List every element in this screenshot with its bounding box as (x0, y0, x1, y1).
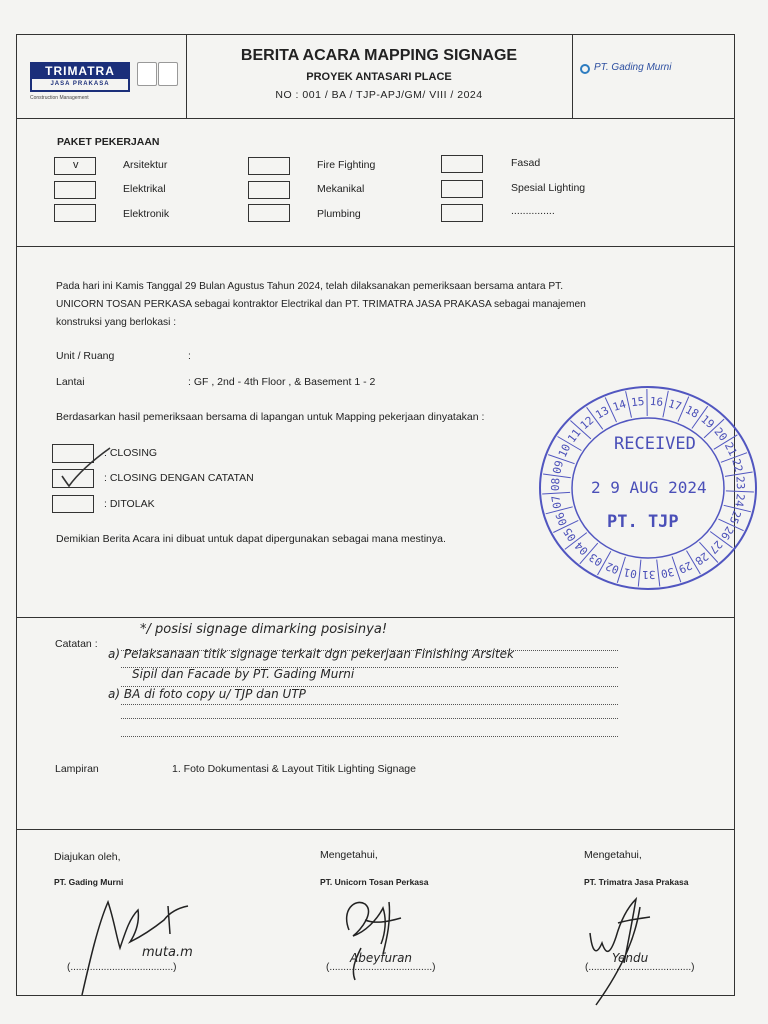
check-mark: v (73, 159, 79, 171)
stamp-ring-number: 21 (721, 440, 740, 458)
paket-label-elektronik: Elektronik (123, 208, 170, 220)
catatan-line (121, 704, 618, 705)
checkbox-elektronik[interactable] (54, 204, 96, 222)
option-ditolak-label: : DITOLAK (104, 498, 155, 510)
catatan-handwritten-line-1: */ posisi signage dimarking posisinya! (140, 622, 388, 637)
body-paragraph-line-2: UNICORN TOSAN PERKASA sebagai kontraktor Electrikal dan PT. TRIMATRA JASA PRAKASA sebagai manajemen (56, 299, 586, 310)
stamp-received-word: RECEIVED (614, 434, 696, 454)
stamp-ring-number: 15 (630, 394, 646, 410)
paket-label-fire-fighting: Fire Fighting (317, 159, 376, 171)
trimatra-tagline: Construction Management (30, 95, 89, 101)
paket-label-plumbing: Plumbing (317, 208, 361, 220)
body-paragraph-line-3: konstruksi yang berlokasi : (56, 317, 177, 328)
stamp-ring-number: 27 (706, 537, 725, 557)
stamp-ring-number: 12 (577, 413, 597, 433)
stamp-ring-number: 23 (733, 475, 748, 490)
unit-label: Unit / Ruang (56, 350, 115, 362)
catatan-handwritten-line-3: Sipil dan Facade by PT. Gading Murni (132, 667, 355, 681)
checkbox-mekanikal[interactable] (248, 181, 290, 199)
lantai-value: : GF , 2nd - 4th Floor , & Basement 1 - 2 (188, 376, 376, 388)
stamp-ring-number: 13 (593, 403, 612, 422)
trimatra-logo-brand: TRIMATRA (32, 64, 128, 79)
stamp-company: PT. TJP (607, 512, 679, 532)
stamp-ring-number: 09 (550, 459, 567, 476)
signature-2-name: Abeyfuran (350, 951, 413, 965)
handwritten-check-icon (52, 440, 122, 492)
catatan-line (121, 736, 618, 737)
stamp-ring-separator (726, 491, 754, 492)
unit-colon: : (188, 350, 191, 362)
stamp-ring-number: 08 (548, 477, 563, 492)
signature-divider (16, 829, 735, 830)
signature-3-blank: (.....................................) (585, 962, 695, 973)
stamp-ring-number: 10 (555, 441, 574, 460)
checkbox-plumbing[interactable] (248, 204, 290, 222)
paket-label-mekanikal: Mekanikal (317, 183, 365, 195)
signature-3-name: Yendu (612, 951, 649, 965)
checkbox-elektrikal[interactable] (54, 181, 96, 199)
certification-badge-icon (137, 62, 157, 86)
catatan-label: Catatan : (55, 638, 98, 650)
stamp-ring-number: 02 (603, 559, 622, 577)
signature-company-1: PT. Gading Murni (54, 877, 124, 887)
signature-2-blank: (.....................................) (326, 962, 436, 973)
signature-3-drawing (580, 893, 740, 1013)
stamp-ring-separator (542, 492, 570, 494)
option-closing-dengan-catatan-label: : CLOSING DENGAN CATATAN (104, 472, 254, 484)
header-divider-right (572, 34, 573, 118)
stamp-ring-number: 03 (586, 550, 606, 569)
paket-label-arsitektur: Arsitektur (123, 159, 168, 171)
stamp-ring-number: 28 (692, 549, 711, 568)
body-paragraph-line-1: Pada hari ini Kamis Tanggal 29 Bulan Agustus Tahun 2024, telah dilaksanakan pemeriksaan bersama antara PT. (56, 281, 564, 292)
checkbox-spesial-lighting[interactable] (441, 180, 483, 198)
stamp-ring-number: 06 (553, 510, 571, 528)
stamp-ring-separator (638, 560, 641, 587)
stamp-ring-number: 25 (726, 508, 744, 526)
document-number: NO : 001 / BA / TJP-APJ/GM/ VIII / 2024 (275, 89, 483, 101)
gading-murni-logo: PT. Gading Murni (594, 62, 672, 73)
stamp-ring-number: 18 (683, 403, 701, 421)
body-divider (16, 617, 735, 618)
certification-badge-icon (158, 62, 178, 86)
signature-company-3: PT. Trimatra Jasa Prakasa (584, 877, 689, 887)
signature-role-2: Mengetahui, (320, 849, 378, 861)
option-ditolak-box[interactable] (52, 495, 94, 513)
paket-title: PAKET PEKERJAAN (57, 136, 160, 148)
option-closing-label: : CLOSING (104, 447, 158, 459)
checkbox-other[interactable] (441, 204, 483, 222)
stamp-ring-number: 24 (732, 492, 747, 508)
stamp-ring-number: 22 (729, 457, 746, 474)
signature-company-2: PT. Unicorn Tosan Perkasa (320, 877, 429, 887)
stamp-ring-number: 17 (666, 397, 684, 414)
stamp-ring-number: 05 (560, 525, 580, 544)
lantai-label: Lantai (56, 376, 85, 388)
paket-label-fasad: Fasad (511, 157, 541, 169)
signature-1-blank: (.....................................) (67, 962, 177, 973)
paket-label-spesial-lighting: Spesial Lighting (511, 182, 586, 194)
gading-murni-logo-icon (580, 64, 590, 74)
lampiran-value: 1. Foto Dokumentasi & Layout Titik Lighting Signage (172, 763, 416, 775)
stamp-ring-number: 07 (549, 494, 565, 510)
signature-role-3: Mengetahui, (584, 849, 642, 861)
stamp-ring-number: 31 (642, 567, 656, 582)
stamp-ring-number: 26 (718, 523, 737, 543)
catatan-handwritten-line-4: a) BA di foto copy u/ TJP dan UTP (108, 687, 306, 701)
stamp-ring-number: 11 (565, 426, 584, 446)
stamp-ring-number: 19 (698, 412, 717, 432)
lampiran-label: Lampiran (55, 763, 99, 775)
paket-label-elektrikal: Elektrikal (123, 183, 166, 195)
signature-2-drawing (325, 890, 485, 990)
checkbox-fasad[interactable] (441, 155, 483, 173)
stamp-ring-number: 04 (572, 538, 591, 558)
stamp-ring-separator (657, 560, 660, 587)
project-name: PROYEK ANTASARI PLACE (306, 71, 452, 83)
header-divider (16, 118, 735, 119)
signature-role-1: Diajukan oleh, (54, 851, 121, 863)
stamp-ring-number: 14 (611, 397, 628, 414)
stamp-ring-number: 16 (649, 394, 664, 409)
catatan-line (121, 718, 618, 719)
stamp-ring-number: 01 (622, 565, 639, 581)
document-title: BERITA ACARA MAPPING SIGNAGE (240, 47, 518, 64)
stamp-ring-number: 29 (676, 558, 694, 576)
catatan-handwritten-line-2: a) Pelaksanaan titik signage terkait dgn pekerjaan Finishing Arsitek (108, 647, 514, 661)
paket-divider (16, 246, 735, 247)
signature-1-name: muta.m (142, 945, 193, 960)
stamp-ring-number: 30 (659, 564, 676, 581)
stamp-ring-number: 20 (711, 425, 730, 444)
paket-label-other: ............... (511, 205, 555, 217)
checkbox-arsitektur[interactable] (54, 157, 96, 175)
hasil-statement: Berdasarkan hasil pemeriksaan bersama di lapangan untuk Mapping pekerjaan dinyatakan : (56, 411, 485, 423)
trimatra-logo (30, 62, 130, 92)
closing-statement: Demikian Berita Acara ini dibuat untuk dapat dipergunakan sebagai mana mestinya. (56, 533, 446, 545)
trimatra-logo-sub: JASA PRAKASA (50, 81, 110, 87)
stamp-date: 2 9 AUG 2024 (591, 478, 707, 497)
checkbox-fire-fighting[interactable] (248, 157, 290, 175)
